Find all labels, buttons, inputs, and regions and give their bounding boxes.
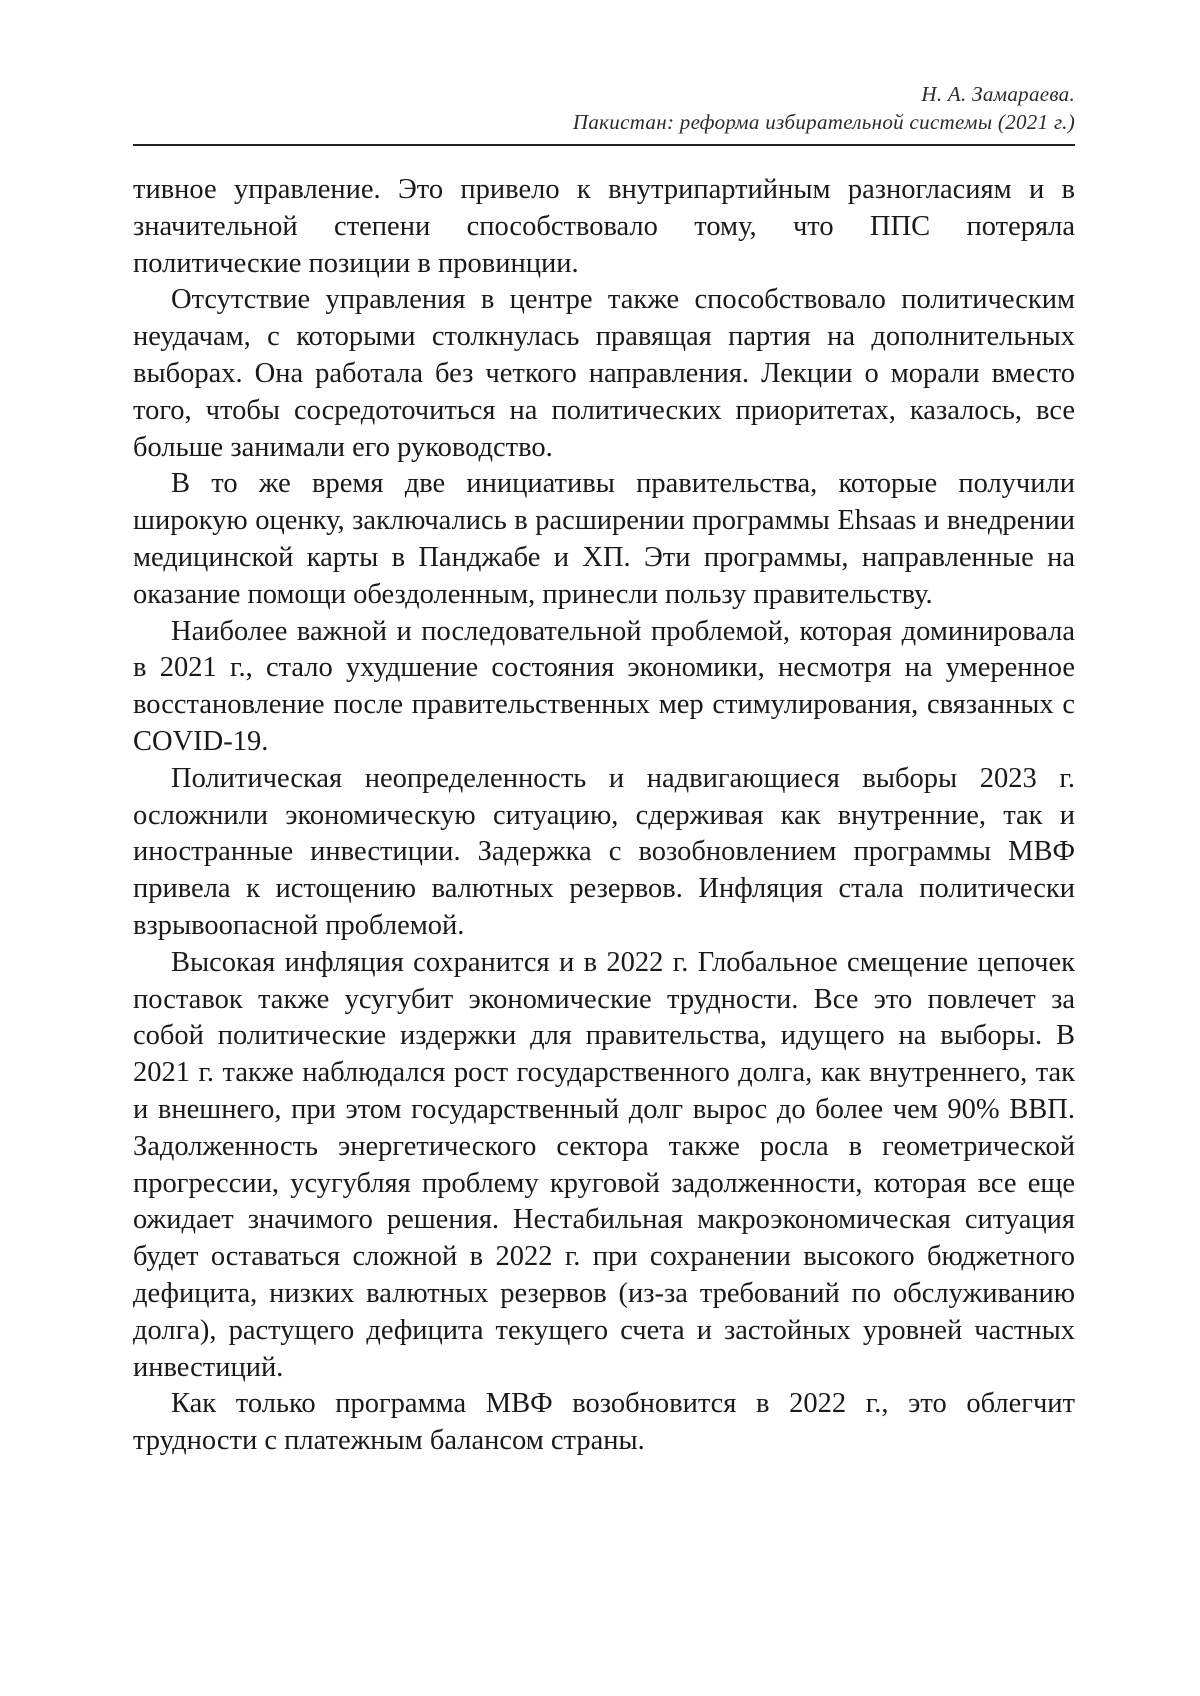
paragraph: В то же время две инициативы правительства, которые получили широкую оценку, заключались в расширении программы Ehsaas и внедрении медицинской карты в Панджабе и ХП. Эти программы, направленные на оказание помощи обездоленным, принесли пользу правительству.: [133, 468, 1075, 610]
paragraph: Высокая инфляция сохранится и в 2022 г. Глобальное смещение цепочек поставок также усугубит экономические трудности. Все это повлечет за собой политические издержки для правительства, идущего на выборы. В 2021 г. также наблюдался рост государственного долга, как внутреннего, так и внешнего, при этом государственный долг вырос до более чем 90% ВВП. Задолженность энергетического сектора также росла в геометрической прогрессии, усугубляя проблему круговой задолженности, которая все еще ожидает значимого решения. Нестабильная макроэкономическая ситуация будет оставаться сложной в 2022 г. при сохранении высокого бюджетного дефицита, низких валютных резервов (из-за требований по обслуживанию долга), растущего дефицита текущего счета и застойных уровней частных инвестиций.: [133, 946, 1075, 1383]
paragraph: Наиболее важной и последовательной проблемой, которая доминировала в 2021 г., стало ухудшение состояния экономики, несмотря на умеренное восстановление после правительственных мер стимулирования, связанных с COVID-19.: [133, 615, 1075, 757]
paragraph: тивное управление. Это привело к внутрипартийным разногласиям и в значительной степени способствовало тому, что ППС потеряла политические позиции в провинции.: [133, 174, 1075, 279]
header-author: Н. А. Замараева.: [921, 82, 1075, 106]
document-page: [133, 80, 1075, 1460]
header-divider: [133, 144, 1075, 146]
paragraph: Политическая неопределенность и надвигающиеся выборы 2023 г. осложнили экономическую ситуацию, сдерживая как внутренние, так и иностранные инвестиции. Задержка с возобновлением программы МВФ привела к истощению валютных резервов. Инфляция стала политически взрывоопасной проблемой.: [133, 762, 1075, 941]
header-title: Пакистан: реформа избирательной системы (2021 г.): [572, 110, 1075, 134]
running-header: [133, 80, 1075, 136]
body-text: [133, 172, 1075, 1460]
paragraph: Отсутствие управления в центре также способствовало политическим неудачам, с которыми столкнулась правящая партия на дополнительных выборах. Она работала без четкого направления. Лекции о морали вместо того, чтобы сосредоточиться на политических приоритетах, казалось, все больше занимали его руководство.: [133, 284, 1075, 463]
paragraph: Как только программа МВФ возобновится в 2022 г., это облегчит трудности с платежным балансом страны.: [133, 1388, 1075, 1457]
